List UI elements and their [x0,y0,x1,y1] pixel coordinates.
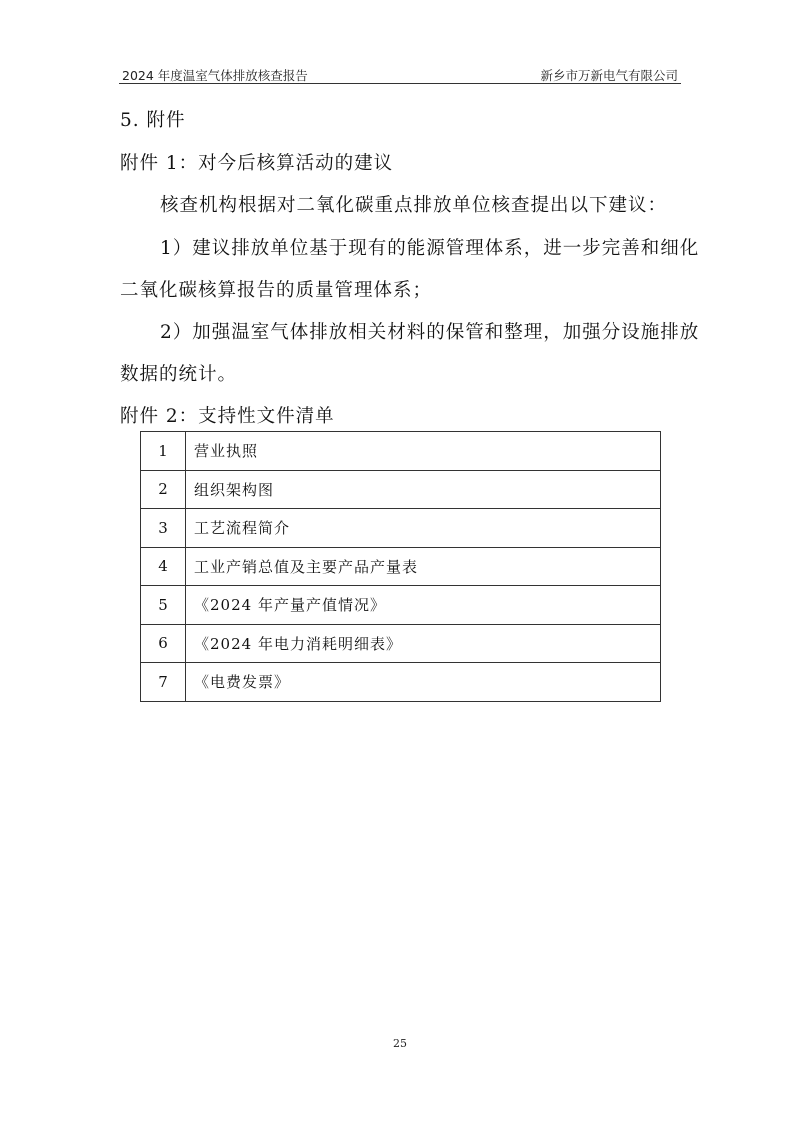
attachment1-title: 附件 1：对今后核算活动的建议 [120,153,394,174]
suggestion-1-line-1: 1）建议排放单位基于现有的能源管理体系，进一步完善和细化 [160,238,700,259]
table-row [141,470,661,509]
section-title: 5. 附件 [120,110,186,131]
document-name: 《2024 年产量产值情况》 [186,586,661,625]
document-name: 工业产销总值及主要产品产量表 [186,547,661,586]
table-row [141,624,661,663]
table-row [141,663,661,702]
document-name: 工艺流程简介 [186,509,661,548]
table-row [141,432,661,471]
table-row [141,586,661,625]
row-number: 7 [141,663,186,702]
document-name: 《2024 年电力消耗明细表》 [186,624,661,663]
row-number: 4 [141,547,186,586]
header-company-name: 新乡市万新电气有限公司 [540,68,678,83]
table-row [141,547,661,586]
document-name: 营业执照 [186,432,661,471]
row-number: 5 [141,586,186,625]
table-row [141,509,661,548]
supporting-documents-table [140,431,661,702]
row-number: 3 [141,509,186,548]
header-divider [119,83,681,84]
suggestion-1-line-2: 二氧化碳核算报告的质量管理体系； [120,280,433,301]
document-name: 《电费发票》 [186,663,661,702]
row-number: 2 [141,470,186,509]
page-number: 25 [393,1037,407,1050]
attachment2-title: 附件 2：支持性文件清单 [120,406,335,427]
row-number: 6 [141,624,186,663]
row-number: 1 [141,432,186,471]
header-report-title: 2024 年度温室气体排放核查报告 [122,68,308,83]
suggestion-2-line-2: 数据的统计。 [120,364,238,385]
suggestions-intro: 核查机构根据对二氧化碳重点排放单位核查提出以下建议： [160,195,668,216]
document-name: 组织架构图 [186,470,661,509]
suggestion-2-line-1: 2）加强温室气体排放相关材料的保管和整理，加强分设施排放 [160,322,700,343]
